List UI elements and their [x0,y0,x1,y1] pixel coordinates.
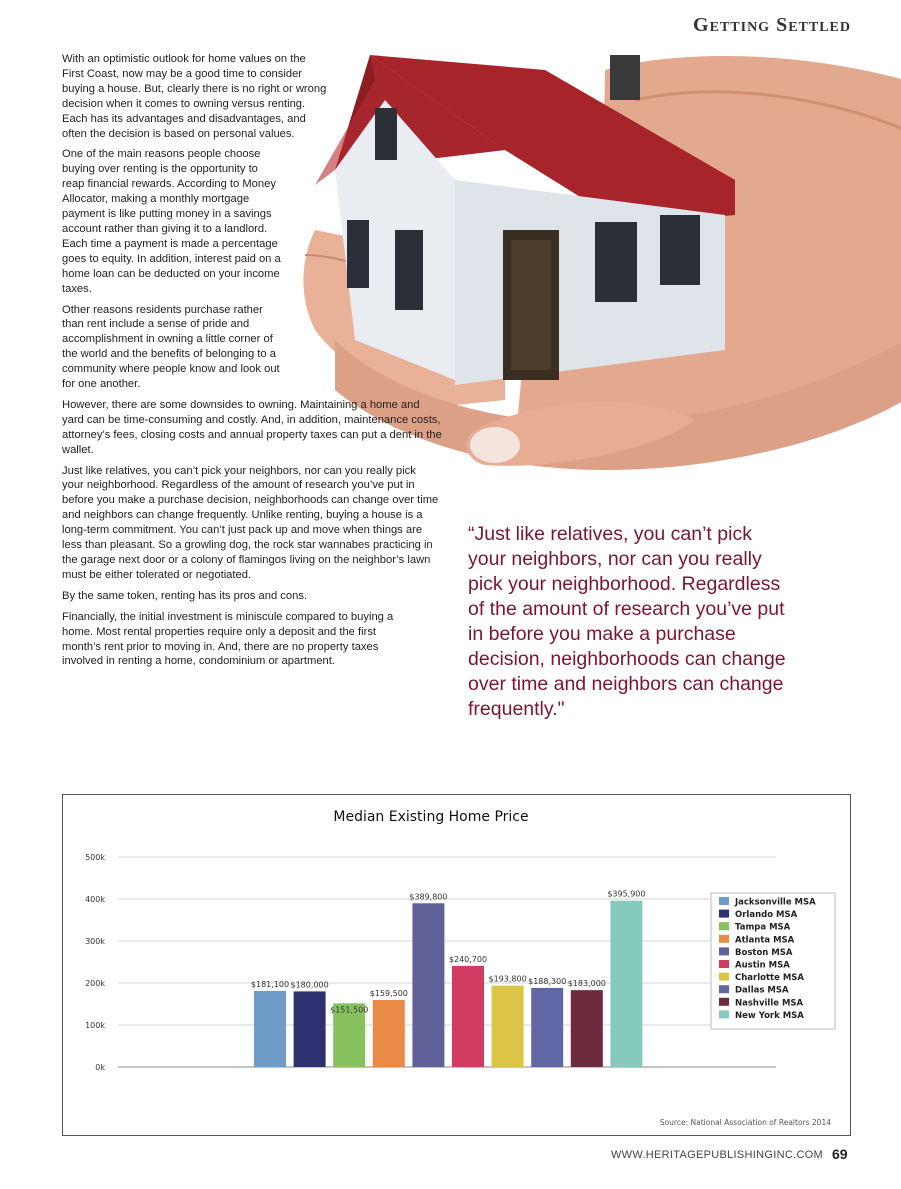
legend-swatch [719,985,729,993]
article-body [62,52,447,675]
footer-url[interactable]: WWW.HERITAGEPUBLISHINGINC.COM [611,1149,824,1161]
data-label: $188,300 [528,976,567,986]
y-tick-label: 500k [85,853,105,862]
data-label: $159,500 [369,989,408,999]
legend-swatch [719,1010,729,1018]
legend-entry: Tampa MSA [735,922,791,933]
legend-swatch [719,935,729,943]
section-title: Getting Settled [693,14,851,36]
data-label: $193,800 [488,974,527,984]
y-tick-label: 200k [85,979,105,988]
legend-entry: Charlotte MSA [735,973,804,984]
legend-entry: Boston MSA [735,947,793,958]
legend-entry: Jacksonville MSA [735,897,816,908]
y-tick-label: 300k [85,937,105,946]
legend-swatch [719,897,729,905]
legend-swatch [719,947,729,955]
chart-canvas [63,795,850,1135]
bar [412,903,444,1067]
bar [452,966,484,1067]
data-label: $151,500 [330,1005,369,1015]
legend-entry: Atlanta MSA [735,935,795,946]
legend-entry: Orlando MSA [735,910,798,921]
chart-source: Source: National Association of Realtors 2014 [659,1118,831,1127]
data-label: $183,000 [567,979,606,989]
pull-quote: “Just like relatives, you can’t pick your neighbors, nor can you really pick your neighborhood. Regardless of the amount of research you’ve put in before you make a purchase decision, neighborhoods can change over time and neighbors can change frequently." [468,523,786,720]
paragraph-2: One of the main reasons people choose buying over renting is the opportunity to reap financial rewards. According to Money Allocator, making a monthly mortgage payment is like putting money in a savings account rather than giving it to a landlord. Each time a payment is made a percentage goes to equity. In addition, interest paid on a home loan can be deducted on your income taxes. [62,148,281,295]
bar [531,988,563,1067]
data-label: $240,700 [448,954,488,964]
legend-swatch [719,922,729,930]
y-tick-label: 400k [85,895,105,904]
legend-entry: New York MSA [735,1010,804,1021]
data-label: $180,000 [290,980,329,990]
paragraph-5: Just like relatives, you can’t pick your neighbors, nor can you really pick your neighborhood. Regardless of the amount of research you’ve put in before you make a purchase decision, neighborhoods can change over time and neighbors can change frequently. Unlike renting, buying a house is a long-term commitment. You can’t just pack up and move when things are less than pleasant. So a growling dog, the rock star wannabes practicing in the garage next door or a colony of flamingos living on the neighbor’s lawn must be either tolerated or negotiated. [62,464,439,581]
bar [294,991,326,1067]
bar [254,991,286,1067]
bar [373,1000,405,1067]
legend-swatch [719,960,729,968]
paragraph-1: With an optimistic outlook for home values on the First Coast, now may be a good time to consider buying a house. But, clearly there is no right or wrong decision when it comes to owning versus renting. Each has its advantages and disadvantages, and often the decision is based on personal values. [62,53,327,140]
bar [610,901,642,1067]
paragraph-3: Other reasons residents purchase rather than rent include a sense of pride and accomplishment in owning a little corner of the world and the benefits of belonging to a community where people know and look out for one another. [62,303,280,391]
legend-entry: Austin MSA [735,960,790,971]
data-label: $389,800 [409,892,448,902]
legend-swatch [719,973,729,981]
legend-swatch [719,910,729,918]
legend-swatch [719,998,729,1006]
paragraph-6: By the same token, renting has its pros and cons. [62,589,308,602]
chart-title: Median Existing Home Price [333,809,529,825]
paragraph-4: However, there are some downsides to owning. Maintaining a home and yard can be time-consuming and costly. And, in addition, maintenance costs, attorney’s fees, closing costs and annual property taxes can put a dent in the wallet. [62,398,442,456]
y-tick-label: 0k [95,1063,105,1072]
paragraph-7: Financially, the initial investment is miniscule compared to buying a home. Most rental properties require only a deposit and the first month’s rent prior to moving in. And, there are no property taxes involved in renting a home, condominium or apartment. [62,610,394,668]
bar [571,990,603,1067]
bar [492,986,524,1067]
legend-entry: Dallas MSA [735,985,789,996]
page-number: 69 [832,1146,848,1162]
legend-entry: Nashville MSA [735,998,804,1009]
median-home-price-chart [62,794,851,1136]
data-label: $181,100 [250,979,290,989]
y-tick-label: 100k [85,1021,105,1030]
data-label: $395,900 [607,889,646,899]
